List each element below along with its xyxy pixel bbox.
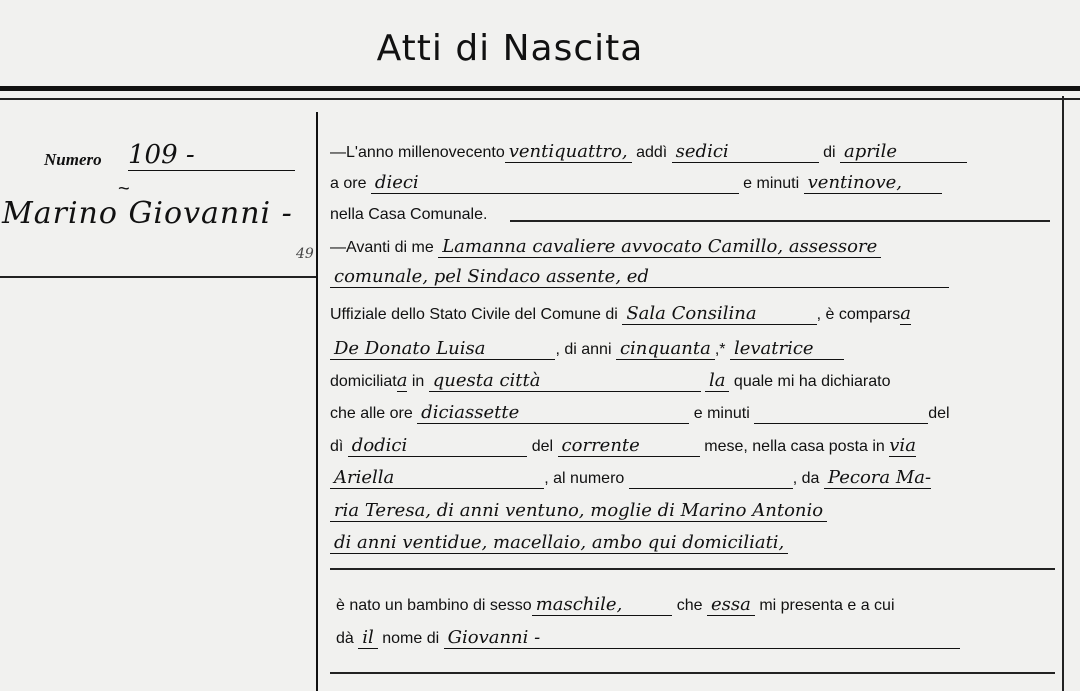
handwritten-sex: maschile, <box>532 594 673 616</box>
header-rule-thin <box>0 98 1080 100</box>
printed-text: e minuti <box>693 405 750 422</box>
act-line-12 <box>330 502 827 520</box>
handwritten-declarant: De Donato Luisa <box>330 338 555 360</box>
printed-text: , al numero <box>544 470 625 487</box>
printed-text: , da <box>792 470 820 487</box>
printed-text: Uffiziale dello Stato Civile del Comune di <box>330 306 618 323</box>
printed-text: —Avanti di me <box>330 239 434 256</box>
handwritten-age: cinquanta <box>616 338 715 360</box>
printed-text: addì <box>636 144 668 161</box>
margin-annotation: 49 <box>296 246 314 262</box>
act-line-13 <box>330 534 788 552</box>
act-line-4 <box>330 238 881 256</box>
act-line-8 <box>330 372 890 390</box>
printed-text: nome di <box>382 630 440 647</box>
handwritten-residence: questa città <box>429 370 701 392</box>
handwritten-birth-minutes <box>754 402 928 424</box>
printed-text: del <box>531 438 554 455</box>
handwritten-street: Ariella <box>330 467 544 489</box>
handwritten-month-ref: corrente <box>558 435 700 457</box>
printed-text: nella Casa Comunale. <box>330 206 488 223</box>
printed-text: che alle ore <box>330 405 413 422</box>
printed-text: è nato un bambino di sesso <box>336 597 532 614</box>
handwritten-father: di anni ventidue, macellaio, ambo qui domiciliati, <box>330 532 788 554</box>
act-line-7 <box>330 340 844 358</box>
act-line-3 <box>330 207 487 223</box>
handwritten-article: il <box>358 627 378 649</box>
page-title: Atti di Nascita <box>376 28 644 69</box>
printed-text: quale mi ha dichiarato <box>733 373 891 390</box>
column-divider <box>316 112 318 691</box>
act-line-6 <box>330 305 911 323</box>
handwritten-birth-day: dodici <box>348 435 527 457</box>
printed-text: di <box>823 144 836 161</box>
printed-text: e minuti <box>743 175 800 192</box>
handwritten-suffix: a <box>396 370 408 391</box>
printed-text: mese, nella casa posta in <box>704 438 885 455</box>
fill-line <box>330 568 1055 570</box>
handwritten-officer: Lamanna cavaliere avvocato Camillo, assessore <box>438 236 881 258</box>
right-border <box>1062 96 1064 691</box>
act-line-11 <box>330 469 931 487</box>
printed-text: domiciliat <box>330 373 397 390</box>
printed-text: ,* <box>714 341 726 358</box>
act-line-9 <box>330 404 950 422</box>
printed-text: in <box>411 373 425 390</box>
act-line-5 <box>330 268 949 286</box>
printed-text: , di anni <box>555 341 612 358</box>
handwritten-parents: ria Teresa, di anni ventuno, moglie di Marino Antonio <box>330 500 827 522</box>
handwritten-street-prefix: via <box>889 435 916 456</box>
handwritten-profession: levatrice <box>730 338 844 360</box>
act-line-1 <box>330 143 967 161</box>
registrant-name: Marino Giovanni - <box>2 196 293 231</box>
handwritten-comune: Sala Consilina <box>622 303 816 325</box>
handwritten-minutes: ventinove, <box>804 172 942 194</box>
act-line-14 <box>336 596 895 614</box>
handwritten-presenter: essa <box>707 594 755 616</box>
act-line-10 <box>330 437 916 455</box>
flourish: ~ <box>118 178 130 200</box>
handwritten-officer-cont: comunale, pel Sindaco assente, ed <box>330 266 949 288</box>
handwritten-birth-hour: diciassette <box>417 402 689 424</box>
printed-text: che <box>676 597 703 614</box>
record-number: 109 - <box>128 140 295 171</box>
printed-text: del <box>928 405 950 422</box>
handwritten-hour: dieci <box>371 172 739 194</box>
handwritten-day: sedici <box>672 141 819 163</box>
handwritten-pronoun: la <box>705 370 730 392</box>
fill-line <box>510 220 1050 222</box>
numero-label: Numero <box>44 150 102 169</box>
printed-text: dì <box>330 438 344 455</box>
handwritten-house-number <box>629 467 793 489</box>
handwritten-child-name: Giovanni - <box>444 627 961 649</box>
handwritten-suffix: a <box>900 303 911 324</box>
margin-divider <box>0 276 316 278</box>
act-line-15 <box>336 629 960 647</box>
header-rule <box>0 86 1080 91</box>
handwritten-year: ventiquattro, <box>505 141 632 163</box>
handwritten-month: aprile <box>840 141 967 163</box>
handwritten-mother: Pecora Ma- <box>824 467 931 489</box>
fill-line <box>330 672 1055 674</box>
printed-text: , è compars <box>816 306 901 323</box>
printed-text: —L'anno millenovecento <box>330 144 505 161</box>
printed-text: mi presenta e a cui <box>759 597 895 614</box>
printed-text: a ore <box>330 175 367 192</box>
act-line-2 <box>330 174 942 192</box>
printed-text: dà <box>336 630 354 647</box>
